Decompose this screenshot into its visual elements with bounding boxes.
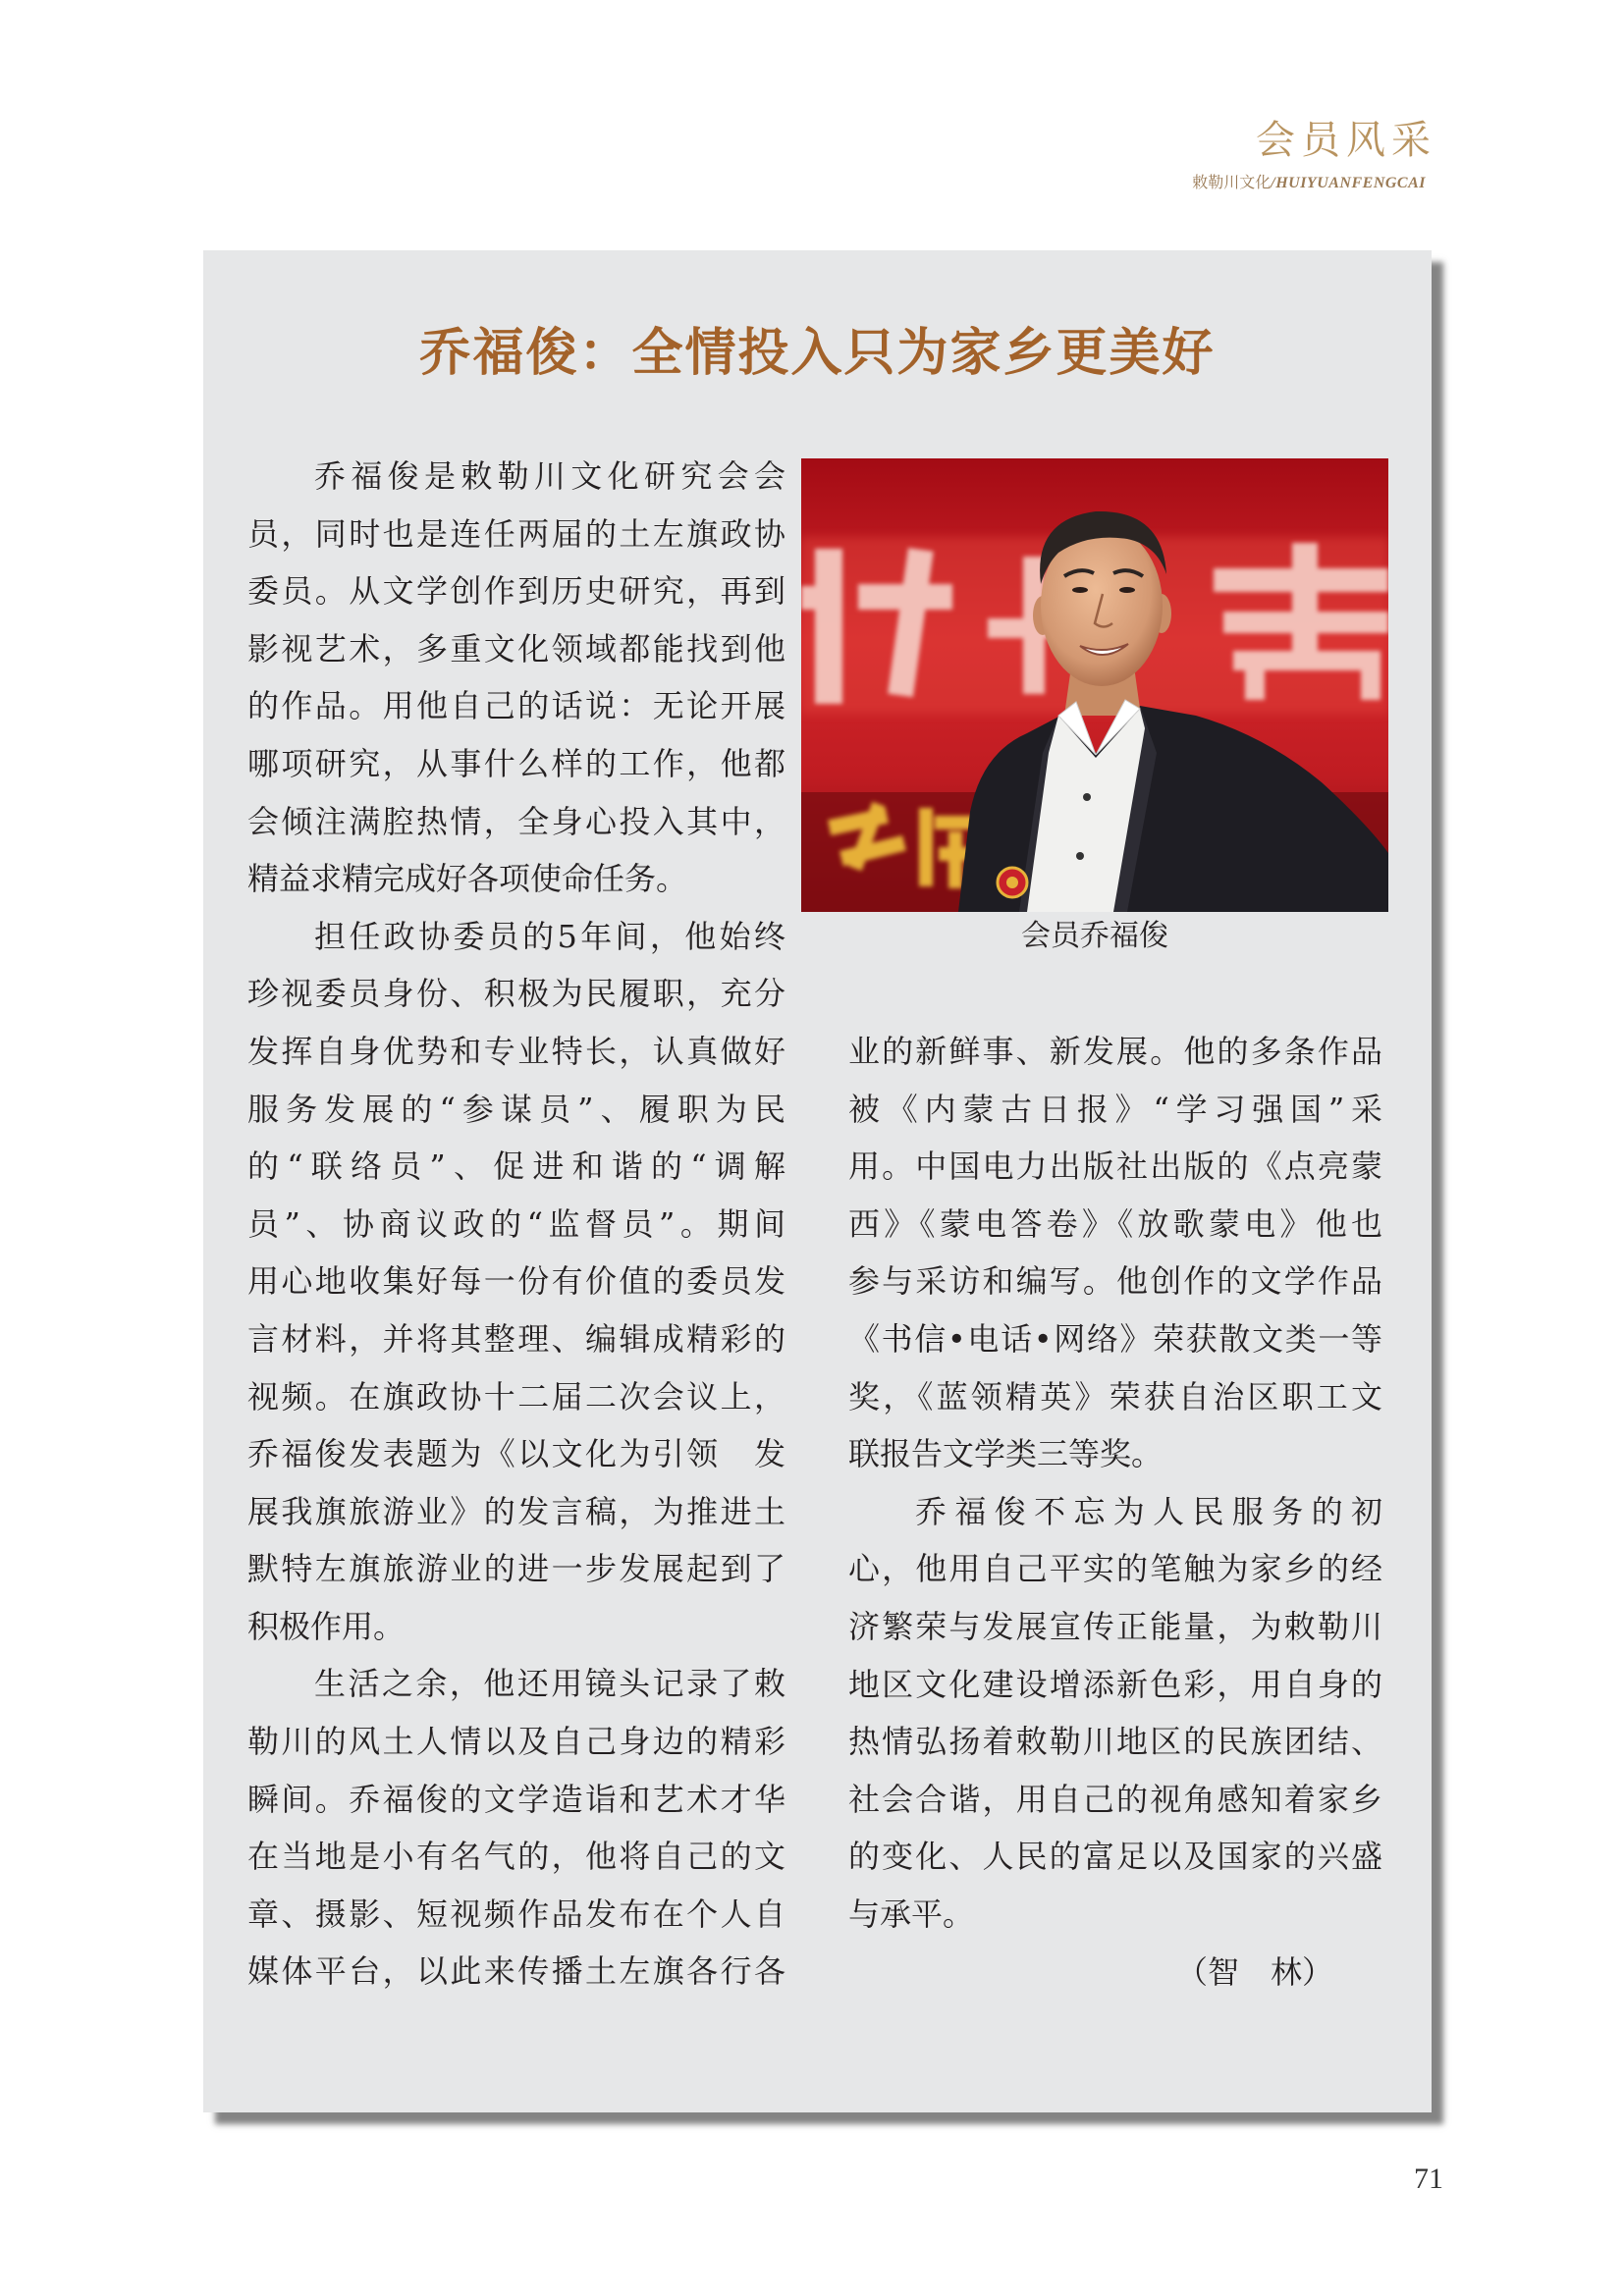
- page-number: 71: [1414, 2163, 1443, 2195]
- text-line: 乔福俊是敕勒川文化研究会会: [314, 457, 785, 495]
- photo-caption: 会员乔福俊: [1021, 919, 1168, 953]
- text-line: 用心地收集好每一份有价值的委员发: [247, 1262, 785, 1301]
- text-line: 奖，《蓝领精英》荣获自治区职工文: [848, 1377, 1382, 1415]
- text-line: 的“联络员”、促进和谐的“调解: [247, 1148, 785, 1186]
- text-line: 瞬间。乔福俊的文学造诣和艺术才华: [247, 1780, 785, 1818]
- portrait-photo: [801, 458, 1388, 912]
- publication-name: 敕勒川文化: [1192, 173, 1272, 191]
- text-line: 的作品。用他自己的话说：无论开展: [247, 687, 785, 725]
- article-title: 乔福俊：全情投入只为家乡更美好: [419, 324, 1216, 383]
- section-subtitle: [1192, 172, 1426, 194]
- text-line: 乔福俊发表题为《以文化为引领 发: [247, 1435, 785, 1473]
- text-line: 心，他用自己平实的笔触为家乡的经: [848, 1550, 1382, 1588]
- paragraph: [247, 908, 785, 1656]
- paragraph: [247, 448, 785, 908]
- text-line: 委员。从文学创作到历史研究，再到: [247, 572, 785, 611]
- author-byline: （智 林）: [1175, 1952, 1333, 1991]
- text-line: 社会合谐，用自己的视角感知着家乡: [848, 1780, 1382, 1818]
- section-title: 会员风采: [1256, 118, 1436, 163]
- text-line: 地区文化建设增添新色彩，用自身的: [848, 1665, 1382, 1703]
- text-line: 西》《蒙电答卷》《放歌蒙电》他也: [848, 1204, 1382, 1243]
- text-line: 精益求精完成好各项使命任务。: [247, 860, 688, 898]
- paragraph: [848, 1023, 1382, 1483]
- text-line: 言材料，并将其整理、编辑成精彩的: [247, 1319, 785, 1358]
- paragraph: [848, 1483, 1382, 1944]
- text-line: 的变化、人民的富足以及国家的兴盛: [848, 1838, 1382, 1876]
- text-line: 勒川的风土人情以及自己身边的精彩: [247, 1723, 785, 1761]
- text-line: 济繁荣与发展宣传正能量，为敕勒川: [848, 1607, 1382, 1645]
- text-line: 乔福俊不忘为人民服务的初: [915, 1492, 1382, 1530]
- text-line: 业的新鲜事、新发展。他的多条作品: [848, 1033, 1382, 1070]
- text-line: 会倾注满腔热情，全身心投入其中，: [247, 802, 785, 840]
- text-line: 发挥自身优势和专业特长，认真做好: [247, 1032, 785, 1070]
- text-line: 参与采访和编写。他创作的文学作品: [848, 1262, 1382, 1301]
- text-line: 生活之余，他还用镜头记录了敕: [314, 1665, 785, 1703]
- paragraph: [247, 1655, 785, 2001]
- section-pinyin: /HUIYUANFENGCAI: [1271, 175, 1426, 191]
- text-line: 员，同时也是连任两届的土左旗政协: [247, 514, 785, 553]
- right-text-column: [848, 1023, 1382, 2001]
- text-line: 员”、协商议政的“监督员”。期间: [247, 1204, 785, 1243]
- text-line: 在当地是小有名气的，他将自己的文: [247, 1838, 785, 1876]
- text-line: 章、摄影、短视频作品发布在个人自: [247, 1895, 785, 1933]
- text-line: 担任政协委员的5年间，他始终: [314, 917, 785, 955]
- text-line: 哪项研究，从事什么样的工作，他都: [247, 744, 785, 782]
- text-line: 热情弘扬着敕勒川地区的民族团结、: [848, 1723, 1382, 1761]
- text-line: 被《内蒙古日报》“学习强国”采: [848, 1090, 1382, 1128]
- text-line: 《书信•电话•网络》荣获散文类一等: [848, 1319, 1382, 1358]
- text-line: 展我旗旅游业》的发言稿，为推进土: [247, 1492, 785, 1530]
- text-line: 积极作用。: [247, 1607, 406, 1645]
- text-line: 默特左旗旅游业的进一步发展起到了: [247, 1550, 785, 1588]
- text-line: 视频。在旗政协十二届二次会议上，: [247, 1377, 785, 1415]
- text-line: 联报告文学类三等奖。: [848, 1435, 1164, 1473]
- text-line: 珍视委员身份、积极为民履职，充分: [247, 975, 785, 1013]
- text-line: 与承平。: [848, 1895, 975, 1933]
- left-text-column: [247, 448, 785, 2001]
- text-line: 媒体平台，以此来传播土左旗各行各: [247, 1952, 785, 1991]
- text-line: 用。中国电力出版社出版的《点亮蒙: [848, 1148, 1382, 1186]
- text-line: 影视艺术，多重文化领域都能找到他: [247, 629, 785, 667]
- text-line: 服务发展的“参谋员”、履职为民: [247, 1090, 785, 1128]
